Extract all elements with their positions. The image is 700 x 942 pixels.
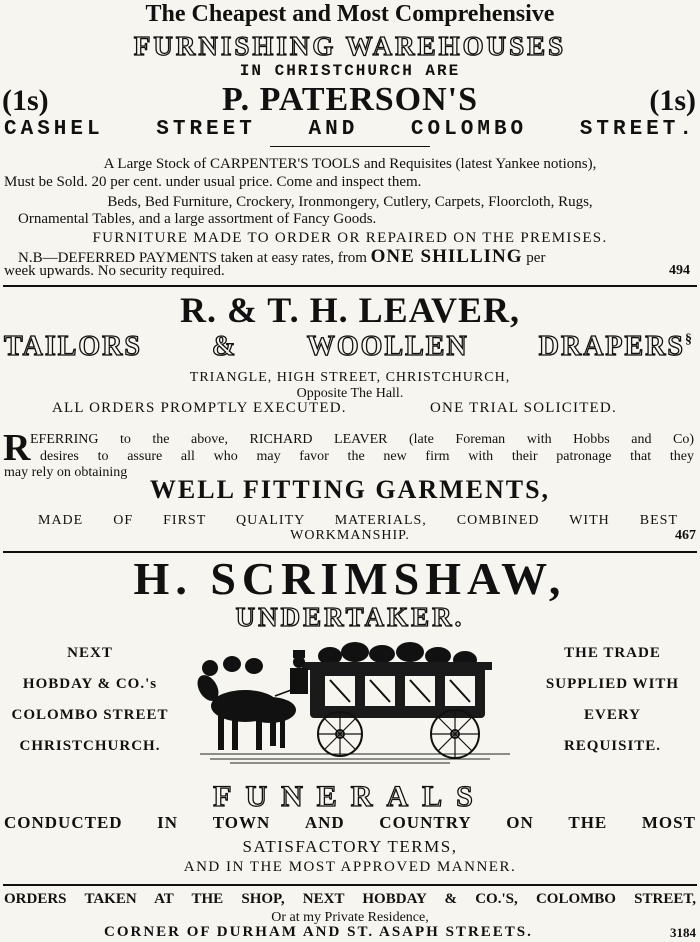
paterson-location: IN CHRISTCHURCH ARE [239,62,461,80]
conducted-word-3: TOWN [212,813,271,832]
scrimshaw-title: UNDERTAKER. [235,602,465,632]
scrimshaw-conducted [4,814,696,831]
paterson-warehouses: FURNISHING WAREHOUSES [133,31,567,61]
scrimshaw-terms: SATISFACTORY TERMS, [242,837,458,856]
paterson-headline: The Cheapest and Most Comprehensive [145,1,555,27]
scrimshaw-left-1: NEXT [67,645,113,661]
scrimshaw-divider [3,884,697,886]
paterson-divider [270,146,430,147]
hearse-illustration [190,636,520,766]
paterson-ref-no: 494 [669,263,690,278]
paterson-goods-line2: Ornamental Tables, and a large assortment of Fancy Goods. [18,211,377,227]
paterson-streets: CASHEL STREET AND COLOMBO STREET. [4,118,696,141]
leaver-orders: ALL ORDERS PROMPTLY EXECUTED. [52,400,347,416]
leaver-trial: ONE TRIAL SOLICITED. [430,400,617,416]
paterson-name: P. PATERSON'S [221,81,479,118]
leaver-ref-no: 467 [675,528,696,543]
scrimshaw-ref-no: 3184 [670,925,696,940]
section-divider-1 [3,285,697,287]
scrimshaw-manner: AND IN THE MOST APPROVED MANNER. [183,859,517,875]
conducted-word-5: COUNTRY [379,813,472,832]
leaver-address: TRIANGLE, HIGH STREET, CHRISTCHURCH, [189,370,511,385]
paterson-tools-line1: A Large Stock of CARPENTER'S TOOLS and Requisites (latest Yankee notions), [103,156,597,172]
leaver-notice-line3: may rely on obtaining [4,465,128,480]
leaver-trade [4,333,694,361]
paterson-price-left: (1s) [2,84,49,117]
conducted-word-7: THE [568,813,608,832]
leaver-opposite: Opposite The Hall. [296,386,404,401]
paterson-payments-line2: week upwards. No security required. [4,263,225,279]
leaver-garments: WELL FITTING GARMENTS, [149,475,551,504]
leaver-materials: MADE OF FIRST QUALITY MATERIALS, COMBINED WITH BEST [38,513,678,528]
conducted-word-2: IN [157,813,179,832]
scrimshaw-left-3: COLOMBO STREET [11,707,169,723]
scrimshaw-orders: ORDERS TAKEN AT THE SHOP, NEXT HOBDAY & CO.'S, COLOMBO STREET, [4,891,696,907]
scrimshaw-funerals: FUNERALS [213,780,487,813]
scrimshaw-right-2: SUPPLIED WITH [545,676,680,692]
scrimshaw-right-1: THE TRADE [564,645,661,661]
scrimshaw-left-4: CHRISTCHURCH. [19,738,161,754]
paterson-tools-line2: Must be Sold. 20 per cent. under usual price. Come and inspect them. [4,174,422,190]
scrimshaw-name: H. SCRIMSHAW, [133,553,567,604]
conducted-word-8: MOST [641,813,696,832]
leaver-workmanship: WORKMANSHIP. [290,528,410,543]
leaver-name: R. & T. H. LEAVER, [179,290,521,330]
paterson-price-right: (1s) [649,84,696,117]
leaver-trade-mark: § [685,332,694,347]
conducted-word-6: ON [506,813,534,832]
paterson-furniture: FURNITURE MADE TO ORDER OR REPAIRED ON THE PREMISES. [92,230,608,246]
scrimshaw-residence: Or at my Private Residence, [271,910,429,925]
leaver-notice-line2: desires to assure all who may favor the new firm with their patronage that they [40,449,694,464]
paterson-payments-suffix: per [526,250,546,266]
scrimshaw-right-4: REQUISITE. [563,738,662,754]
scrimshaw-corner: CORNER OF DURHAM AND ST. ASAPH STREETS. [104,924,533,940]
conducted-word-1: CONDUCTED [4,813,123,832]
scrimshaw-left-2: HOBDAY & CO.'s [22,676,158,692]
leaver-trade-text: TAILORS & WOOLLEN DRAPERS [4,331,685,362]
scrimshaw-right-3: EVERY [584,707,641,723]
conducted-word-4: AND [304,813,345,832]
leaver-dropcap: R [3,427,31,469]
paterson-goods-line1: Beds, Bed Furniture, Crockery, Ironmongery, Cutlery, Carpets, Floorcloth, Rugs, [107,194,593,210]
paterson-payments-highlight: ONE SHILLING [370,246,523,267]
paterson-payments-prefix: N.B—DEFERRED PAYMENTS taken at easy rates, from [18,250,367,266]
leaver-notice-line1: EFERRING to the above, RICHARD LEAVER (late Foreman with Hobbs and Co) [30,432,694,447]
